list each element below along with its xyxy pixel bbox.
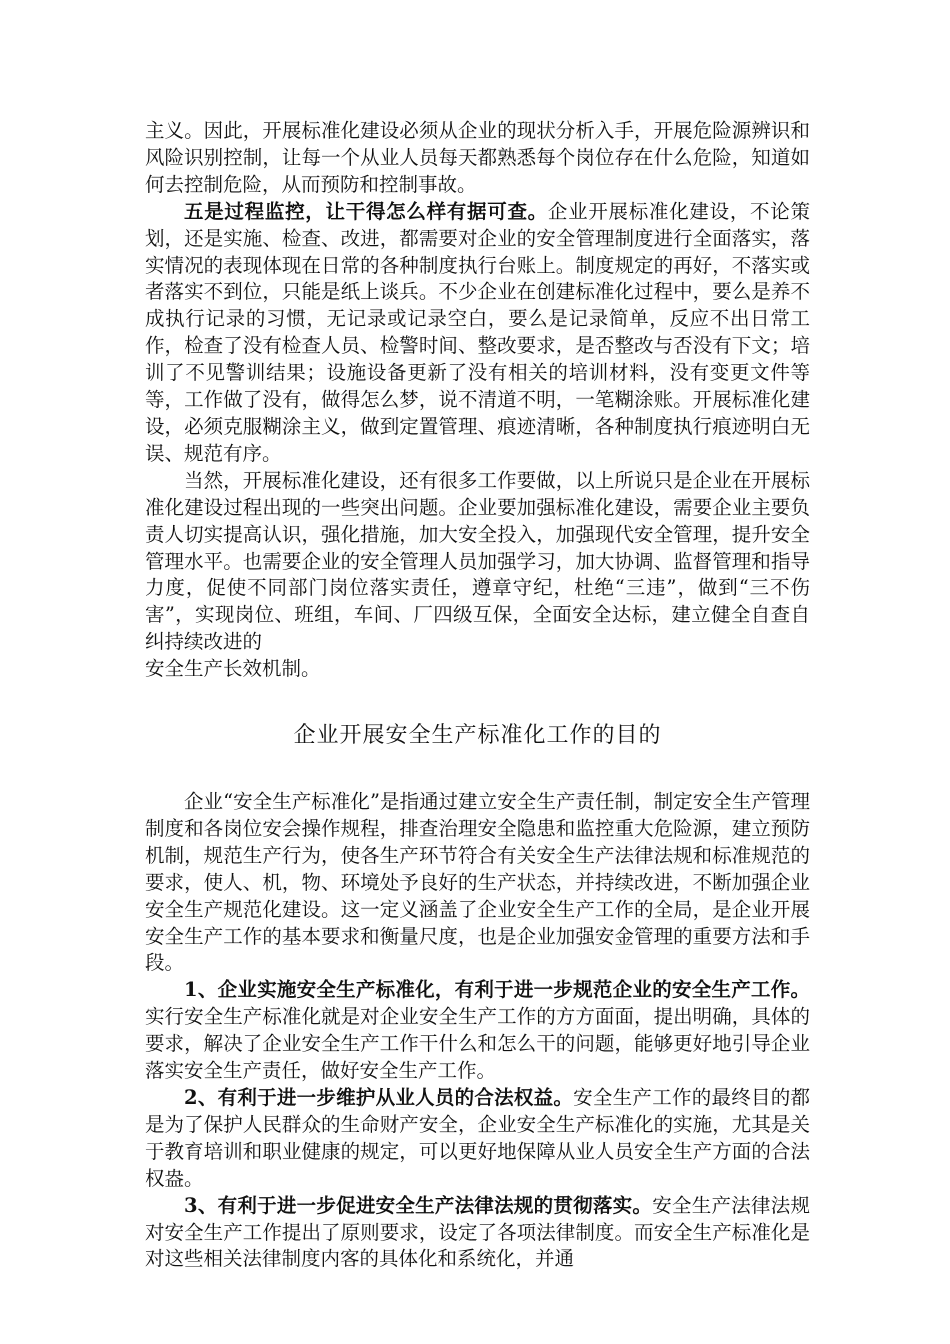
paragraph-text: 安全生产工作的最终目的都是为了保护人民群众的生命财产安全，企业安全生产标准化的实施，尤其是关于教育培训和职业健康的规定，可以更好地保障从业人员安全生产方面的合法权盎。	[145, 1086, 810, 1190]
document-page	[145, 118, 810, 1273]
paragraph-lead-bold: 五是过程监控，让干得怎么样有据可查。	[184, 199, 548, 223]
paragraph-lead-bold: 2、有利于进一步维护从业人员的合法权益。	[184, 1086, 574, 1109]
paragraph-point-2	[145, 1085, 810, 1193]
paragraph-text: 企业开展标准化建设，不论策划，还是实施、检查、改进，都需要对企业的安全管理制度进行全面落实，落实情况的表现体现在日常的各种制度执行台账上。制度规定的再好，不落实或者落实不到位，只能是纸上谈兵。不少企业在创建标准化过程中，要么是养不成执行记录的习惯，无记录或记录空白，要么是记录简单，反应不出日常工作，检查了没有检查人员、检警时间、整改要求，是否整改与否没有下文；培训了不见警训结果；设施设备更新了没有相关的培训材料，没有变更文件等等，工作做了没有，做得怎么梦，说不清道不明，一笔糊涂账。开展标准化建设，必须克服糊涂主义，做到定置管理、痕迹清晰，各种制度执行痕迹明白无误、规范有序。	[145, 199, 810, 465]
paragraph-last-line: 安全生产长效机制。	[145, 657, 321, 681]
paragraph-point-1	[145, 977, 810, 1085]
paragraph-text: 当然，开展标准化建设，还有很多工作要做，以上所说只是企业在开展标准化建设过程出现的一些突出问题。企业要加强标准化建设，需要企业主要负责人切实提高认识，强化措施，加大安全投入，加强现代安全管理，提升安全管理水平。也需要企业的安全管理人员加强学习，加大协调、监督管理和指导力度，促使不同部门岗位落实责任，遵章守纪，杜绝“三违”，做到“三不伤害”，实现岗位、班组，车间、厂四级互保，全面安全达标，建立健全自查自纠持续改进的	[145, 468, 810, 654]
paragraph-process-monitoring	[145, 199, 810, 468]
paragraph-lead-bold: 3、有利于进一步促进安全生产法律法规的贯彻落实。	[184, 1193, 653, 1217]
paragraph-text: 企业“安全生产标准化”是指通过建立安全生产责任制，制定安全生产管理制度和各岗位安会操作规程，排查治理安全隐患和监控重大危险源，建立预防机制，规范生产行为，使各生产环节符合有关安全生产法律法规和标准规范的要求，使人、机，物、环境处予良好的生产状态，并持续改进，不断加强企业安全生产规范化建设。这一定义涵盖了企业安全生产工作的全局，是企业开展安全生产工作的基本要求和衡量尺度，也是企业加强安金管理的重要方法和手段。	[145, 790, 810, 975]
section-title: 企业开展安全生产标准化工作的目的	[293, 723, 662, 749]
paragraph-point-3	[145, 1193, 810, 1274]
paragraph-continued	[145, 118, 810, 199]
paragraph-text: 主义。因此，开展标准化建设必须从企业的现状分析入手，开展危险源辨识和风险识别控制，让每一个从业人员每天都熟悉每个岗位存在什么危险，知道如何去控制危险，从而预防和控制事故。	[145, 119, 810, 196]
paragraph-text: 实行安全生产标准化就是对企业安全生产工作的方方面面，提出明确，具体的要求，解决了企业安全生产工作干什么和怎么干的问题，能够更好地引导企业落实安全生产责任，做好安全生产工作。	[145, 1005, 810, 1083]
paragraph-definition	[145, 789, 810, 977]
paragraph-lead-bold: 1、企业实施安全生产标准化，有利于进一步规范企业的安全生产工作。	[184, 978, 810, 1002]
paragraph-text: 安全生产法律法规对安全生产工作提出了原则要求，设定了各项法律制度。而安全生产标准化是对这些相关法律制度内客的具体化和系统化，并通	[145, 1193, 810, 1271]
paragraph-conclusion	[145, 468, 810, 683]
